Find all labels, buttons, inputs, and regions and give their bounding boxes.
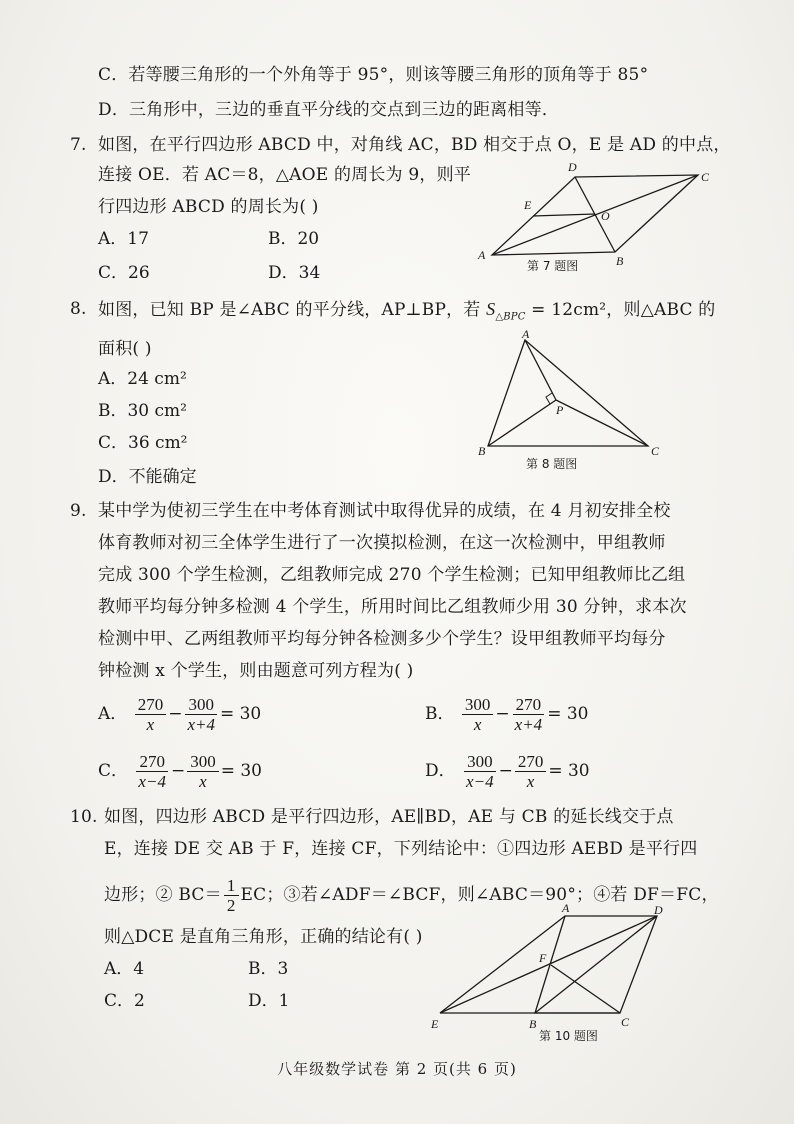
frac-denominator: x	[526, 772, 535, 791]
q10-line-1: 如图，四边形 ABCD 是平行四边形，AE∥BD，AE 与 CB 的延长线交于点	[104, 807, 674, 827]
frac-numerator: 270	[135, 695, 167, 715]
q9-option-c: C． $\frac{270}{x-4}$ − $\frac{300}{x}$ = 30	[98, 752, 262, 791]
q7-label-d: D	[568, 160, 577, 174]
q8-line-1-b: = 12cm²，则△ABC 的	[525, 300, 716, 320]
q8-figure	[470, 328, 680, 478]
q10-label-f: F	[539, 951, 547, 965]
q7-label-e: E	[524, 198, 532, 212]
frac-denominator: x+4	[514, 715, 543, 734]
q8-segment-ap	[525, 340, 556, 400]
q9-option-a-rhs: = 30	[219, 704, 262, 724]
q9-option-b-frac-2	[512, 695, 546, 734]
q7-label-o: O	[601, 209, 610, 223]
q7-option-b: B．20	[268, 229, 320, 249]
q9-option-a: A． $\frac{270}{x}$ − $\frac{300}{x+4}$ = 30	[98, 695, 262, 734]
q8-right-angle-mark	[546, 393, 552, 404]
q9-option-c-frac-1	[135, 752, 169, 791]
q10-figure	[425, 900, 675, 1050]
frac-denominator: x	[199, 772, 207, 791]
q7-option-a: A．17	[98, 229, 149, 249]
q9-option-d-frac-2	[515, 752, 547, 791]
q7-caption: 第 7 题图	[527, 259, 579, 273]
q8-label-b: B	[478, 444, 486, 458]
q9-option-a-frac-2	[184, 695, 218, 734]
frac-denominator: x−4	[466, 772, 494, 791]
q8-number: 8.	[70, 299, 87, 319]
q9-option-b-label: B．	[425, 704, 455, 724]
q8-area-subscript: △BPC	[495, 311, 526, 323]
frac-denominator: x−4	[138, 772, 166, 791]
q6-option-c: C．若等腰三角形的一个外角等于 95°，则该等腰三角形的顶角等于 85°	[98, 65, 649, 85]
q8-line-1	[98, 298, 715, 328]
q7-line-3: 行四边形 ABCD 的周长为( )	[98, 197, 319, 217]
q10-label-b: B	[529, 1017, 537, 1031]
q9-option-c-frac-2	[187, 752, 219, 791]
q8-option-c: C．36 cm²	[98, 433, 188, 453]
q7-line-2: 连接 OE．若 AC＝8，△AOE 的周长为 9，则平	[98, 165, 471, 185]
q9-line-5: 检测中甲、乙两组教师平均每分钟各检测多少个学生？设甲组教师平均每分	[98, 629, 666, 649]
q7-figure	[470, 155, 720, 275]
q10-line-3-b: EC；③若∠ADF＝∠BCF，则∠ABC＝90°；④若 DF＝FC，	[240, 885, 719, 905]
q10-line-4: 则△DCE 是直角三角形，正确的结论有( )	[104, 927, 423, 947]
q8-label-p: P	[556, 403, 564, 417]
q9-option-d: D． $\frac{300}{x-4}$ − $\frac{270}{x}$ = 30	[425, 752, 590, 791]
q10-label-e: E	[431, 1017, 439, 1031]
frac-numerator: 300	[462, 695, 494, 715]
q9-option-b-rhs: = 30	[547, 704, 589, 724]
q10-option-c: C．2	[104, 991, 145, 1011]
q9-option-d-rhs: = 30	[548, 761, 590, 781]
q6-option-d: D．三角形中，三边的垂直平分线的交点到三边的距离相等．	[98, 100, 560, 120]
q9-line-6: 钟检测 x 个学生，则由题意可列方程为( )	[98, 661, 414, 681]
q9-option-c-label: C．	[98, 761, 129, 781]
q10-option-d: D．1	[248, 991, 290, 1011]
q10-half-fraction	[224, 876, 239, 915]
frac-denominator: x+4	[187, 715, 215, 734]
q8-line-2: 面积( )	[98, 339, 152, 359]
q7-option-c: C．26	[98, 263, 150, 283]
q7-label-b: B	[616, 254, 624, 268]
q10-line-2: E，连接 DE 交 AB 于 F，连接 CF，下列结论中：①四边形 AEBD 是平行四	[104, 839, 698, 859]
q8-option-d: D．不能确定	[98, 467, 197, 487]
frac-denominator: x	[473, 715, 482, 734]
q10-caption: 第 10 题图	[539, 1029, 598, 1043]
q9-line-1: 某中学为使初三学生在中考体育测试中取得优异的成绩，在 4 月初安排全校	[98, 501, 671, 521]
frac-denominator: x	[146, 715, 155, 734]
q10-segment-de	[440, 916, 657, 1013]
q7-label-a: A	[478, 248, 486, 262]
frac-numerator: 270	[136, 752, 168, 772]
q8-line-1-a: 如图，已知 BP 是∠ABC 的平分线，AP⊥BP，若	[98, 300, 487, 320]
q9-option-a-frac-1	[135, 695, 167, 734]
page-footer: 八年级数学试卷 第 2 页(共 6 页)	[277, 1060, 517, 1078]
q10-label-d: D	[654, 903, 663, 917]
q9-option-b-frac-1	[462, 695, 494, 734]
q9-option-c-rhs: = 30	[220, 761, 262, 781]
q7-option-d: D．34	[268, 263, 321, 283]
q8-label-a: A	[522, 328, 530, 341]
frac-numerator: 270	[515, 752, 547, 772]
q10-option-a: A．4	[104, 959, 145, 979]
frac-numerator: 300	[185, 695, 217, 715]
q9-option-d-label: D．	[425, 761, 456, 781]
q10-line-3-a: 边形；② BC＝	[104, 885, 222, 905]
q10-number: 10.	[70, 807, 98, 827]
q8-option-b: B．30 cm²	[98, 401, 187, 421]
q7-segment-oe	[533, 214, 595, 216]
q8-option-a: A．24 cm²	[98, 369, 187, 389]
frac-numerator: 300	[187, 752, 219, 772]
q7-label-c: C	[701, 170, 710, 184]
q8-area-symbol: S	[486, 299, 496, 319]
q9-line-2: 体育教师对初三全体学生进行了一次摸拟检测，在这一次检测中，甲组教师	[98, 533, 666, 553]
q9-option-b: B． $\frac{300}{x}$ − $\frac{270}{x+4}$ = 30	[425, 695, 589, 734]
frac-numerator: 300	[464, 752, 496, 772]
q9-option-d-frac-1	[463, 752, 497, 791]
q8-caption: 第 8 题图	[526, 457, 578, 471]
q8-label-c: C	[651, 444, 660, 458]
q7-number: 7.	[70, 135, 87, 155]
q8-segment-bp	[488, 400, 556, 446]
q9-option-a-label: A．	[98, 704, 128, 724]
q9-line-3: 完成 300 个学生检测，乙组教师完成 270 个学生检测；已知甲组教师比乙组	[98, 565, 686, 585]
q10-label-a: A	[562, 901, 570, 915]
frac-numerator: 1	[224, 876, 239, 896]
q10-label-c: C	[621, 1015, 630, 1029]
q10-option-b: B．3	[248, 959, 289, 979]
q7-line-1: 如图，在平行四边形 ABCD 中，对角线 AC，BD 相交于点 O，E 是 AD 的中点，	[98, 135, 731, 155]
q9-line-4: 教师平均每分钟多检测 4 个学生，所用时间比乙组教师少用 30 分钟，求本次	[98, 597, 687, 617]
frac-numerator: 270	[513, 695, 545, 715]
q9-number: 9.	[70, 501, 87, 521]
frac-denominator: 2	[226, 896, 236, 915]
